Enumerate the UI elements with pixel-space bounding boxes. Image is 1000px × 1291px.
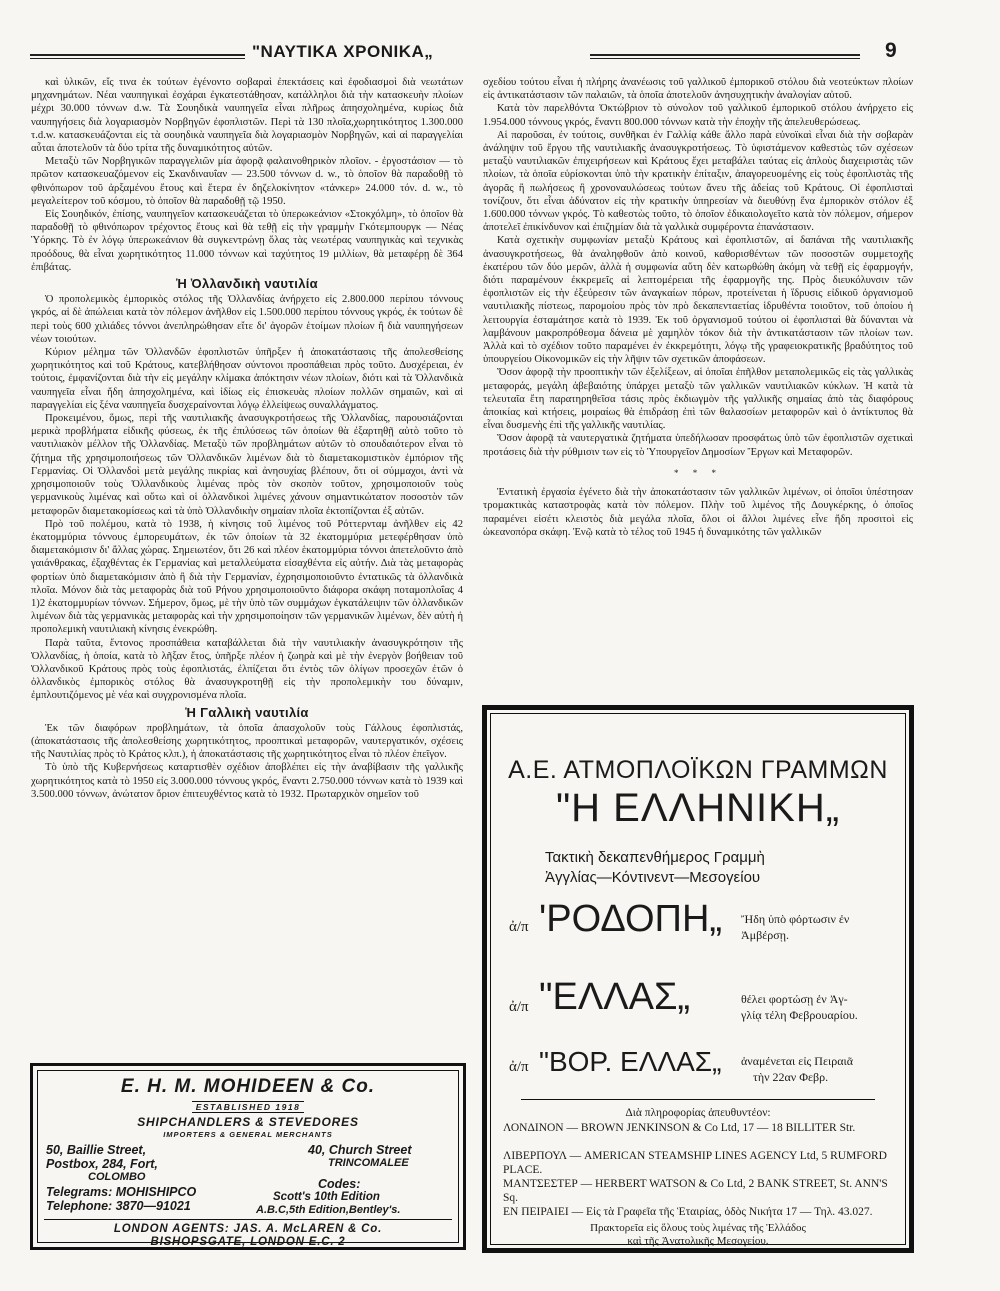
ad-inner-border [37,1070,459,1248]
ship-status-line2: τὴν 22αν Φεβρ. [753,1070,829,1084]
ad-route-line1: Τακτικὴ δεκαπενθήμερος Γραμμὴ [545,849,765,866]
paragraph: Κατὰ σχετικὴν συμφωνίαν μεταξὺ Κράτους καὶ ἐφοπλιστῶν, αἱ δαπάναι τῆς ναυτιλιακῆς ἀνασυγκροτήσεως, θὰ ἀναληφθοῦν ἀπὸ κοινοῦ, καθορισθέντων τῶν ποσοστῶν συμμετοχῆς ἑκατέρου τῶν δύο μερῶν, ἀλλὰ ἡ συμφωνία αὕτη δὲν κατωρθώθη ἀκόμη νὰ τεθῇ εἰς ἐφαρμογήν, διότι παραμένουν ἐκκρεμεῖς αἱ λεπτομέρειαι τῆς ἐφαρμογῆς της. Πρὸς διευκόλυνσιν τῶν ἐφοπλιστῶν εἰς τὴν ἐξεύρεσιν τῶν ἀναγκαίων πόρων, προτείνεται ἡ ἵδρυσις εἰδικοῦ ὀργανισμοῦ ναυτιλιακῆς πίστεως, παρομοίου πρὸς τὸν πρὸ δεκαπενταετίας ἱδρυθέντα τοιοῦτον, τοῦ ὁποίου ἡ λειτουργία ἐσταμάτησε κατὰ τὸ 1939. Ἐκ τοῦ ὀργανισμοῦ τούτου οἱ ἐφοπλισταὶ θὰ δύνανται νὰ λαμβάνουν μακροπρόθεσμα δάνεια μὲ χαμηλὸν τόκον διὰ τὴν ἀντικατάστασιν τῶν πλοίων των. Ἀλλὰ καὶ τὸ σχέδιον τοῦτο παραμένει ἐν ἐκκρεμότητι, λόγῳ τῆς γραφειοκρατικῆς βραδύτητος τοῦ ὑπουργείου Οἰκονομικῶν εἰς τὴν λῆψιν τῶν σχετικῶν ἀποφάσεων. [483,235,913,366]
ad-footer-line1: Πρακτορεῖα εἰς ὅλους τοὺς λιμένας τῆς Ἑλλάδος [590,1222,806,1234]
ad-agent-liverpool: ΛΙΒΕΡΠΟΥΛ — AMERICAN STEAMSHIP LINES AGENCY Ltd, 5 RUMFORD PLACE. [503,1150,887,1176]
paragraph: Παρὰ ταῦτα, ἔντονος προσπάθεια καταβάλλεται διὰ τὴν ναυτιλιακὴν ἀνασυγκρότησιν τῆς Ὀλλανδίας, ἡ ὁποία, κατὰ τὸ λῆξαν ἔτος, ὑπῆρξε πλέον ἡ ζωηρὰ καὶ μὲ τὴν ἐνεργὸν βοήθειαν τοῦ Ὀλλανδικοῦ Κράτους πρὸς τοὺς ἐφοπλιστάς, ἐλπίζεται ὅτι ἐντὸς τῶν ὀλίγων προσεχῶν ἐτῶν ὁ ὀλλανδικὸς ἐμπορικὸς στόλος θὰ ἀνασυγκροτηθῇ εἰς τὴν προπολεμικὴν του δύναμιν, ἐμπλουτιζόμενος μὲ νέα καὶ συγχρονισμένα πλοῖα. [31,637,463,702]
paragraph: Εἰς Σουηδικόν, ἐπίσης, ναυπηγεῖον κατασκευάζεται τὸ ὑπερωκεάνιον «Στοκχόλμη», τὸ ὁποῖον θὰ παραδοθῇ τὸ φθινόπωρον τρέχοντος ἔτους καὶ θὰ τεθῇ εἰς τὴν γραμμὴν Γκότεμπουργκ — Νέας Ὑόρκης. Τὸ ἐν λόγῳ ὑπερωκεάνιον θὰ συγκεντρώνῃ ὅλας τὰς νεωτέρας ναυπηγικὰς καὶ τεχνικὰς προόδους, θὰ εἶναι χωρητικότητος 11.000 τόννων καὶ ταχύτητος 19 μιλλίων, θὰ μεταφέρῃ δὲ 364 ἐπιβάτας. [31,209,463,273]
ad-route-line2: Ἀγγλίας—Κόντινεντ—Μεσογείου [545,869,761,886]
ad-company-heading: Α.Ε. ΑΤΜΟΠΛΟΪΚΩΝ ΓΡΑΜΜΩΝ [508,756,888,784]
section-separator: * * * [674,467,722,478]
ad-divider [44,1219,452,1220]
ad-code-abc: A.B.C,5th Edition,Bentley's. [256,1204,401,1216]
paragraph: Ὅσον ἀφορᾷ τὰ ναυτεργατικὰ ζητήματα ὑπεδήλωσαν προσφάτως ὑπὸ τῶν ἐφοπλιστῶν σχετικαὶ προτάσεις διὰ τὴν ρύθμισιν των εἰς τὸ Ὑπουργεῖον Δημοσίων Ἔργων καὶ Μεταφορῶν. [483,433,913,458]
ship-prefix: ἀ/π [509,1059,529,1075]
ad-agent-piraeus: ΕΝ ΠΕΙΡΑΙΕΙ — Εἰς τὰ Γραφεῖα τῆς Ἑταιρίας, ὁδὸς Νικήτα 17 — Τηλ. 43.027. [503,1206,873,1218]
ad-business-line: SHIPCHANDLERS & STEVEDORES [137,1115,359,1129]
paragraph: Ἐκ τῶν διαφόρων προβλημάτων, τὰ ὁποῖα ἀπασχολοῦν τοὺς Γάλλους ἐφοπλιστάς, (ἀποκατάστασις τῆς ἀπολεσθείσης χωρητικότητος, προοπτικαὶ μεταφορῶν, ναυτεργατικόν, σχέσεις τῆς Ναυτιλίας πρὸς τὸ Κράτος κλπ.), ἡ ἀποκατάστασις τῆς χωρητικότητος εἶναι τὸ πλέον ἐπεῖγον. [31,722,463,761]
ad-established [38,1102,458,1112]
ship-status-line2: γλίᾳ τέλη Φεβρουαρίου. [741,1008,858,1022]
advertisement-mohideen [30,1063,466,1250]
ad-london-address: BISHOPSGATE, LONDON E.C. 2 [150,1236,346,1248]
paragraph: Αἱ παροῦσαι, ἐν τούτοις, συνθῆκαι ἐν Γαλλίᾳ κάθε ἄλλο παρὰ εὐνοϊκαὶ εἶναι διὰ τὴν σοβαρὰν ἀνάληψιν τοῦ ἔργου τῆς ναυτιλιακῆς ἀνασυγκροτήσεως. Τὸ ὑφιστάμενον καθεστὼς τῶν σχέσεων μεταξὺ ναυτιλιακῶν ἐπιχειρήσεων καὶ Κράτους ἔχει μεταβάλει ταύτας εἰς ἁπλοὺς διαχειριστὰς τῶν πλοίων, τὰ ὁποῖα εὑρίσκονται ὑπὸ τὴν κρατικὴν ἐπίταξιν, ἀπαγορευομένης εἰς τοὺς ἐφοπλιστὰς τῆς ἀγορᾶς ἢ πωλήσεως ἢ χρονοναυλώσεως τούτων ἄνευ τῆς ἀδείας τοῦ Κράτους. Οἱ ἐφοπλισταὶ τονίζουν, ὅτι εἶναι ἀδύνατον εἰς τὴν κρατικὴν ὑπηρεσίαν νὰ διευθύνῃ ἕνα ἐμπορικὸν στόλον ἐξ 1.600.000 τόννων γκρός. Τὸ καθεστὼς τοῦτο, τὸ ὁποῖον ἐδικαιολογεῖτο κατὰ τὸν πόλεμον, σήμερον ἀποτελεῖ ἐπικίνδυνον καὶ ἐπιζημίαν διὰ τὰ γαλλικὰ συμφέροντα ἐπανάστασιν. [483,129,913,234]
ad-agent-manchester: ΜΑΝΤΣΕΣΤΕΡ — HERBERT WATSON & Co Ltd, 2 BANK STREET, St. ANN'S Sq. [503,1178,888,1204]
ad-established-text: ESTABLISHED 1918 [192,1101,305,1113]
ad-address-trinco-2: TRINCOMALEE [328,1157,409,1169]
ad-codes-label: Codes: [318,1177,361,1191]
ad-london-agents: LONDON AGENTS: JAS. A. McLAREN & Co. [113,1223,383,1235]
ad-business-sub: IMPORTERS & GENERAL MERCHANTS [163,1130,333,1139]
ad-address-colombo-1: 50, Baillie Street, [46,1143,147,1157]
section-heading-dutch: Ἡ Ὀλλανδικὴ ναυτιλία [176,276,318,292]
article-column-right [483,76,913,539]
ad-agent-london: ΛΟΝΔΙΝΟΝ — BROWN JENKINSON & Co Ltd, 17 — 18 BILLITER Str. [503,1122,856,1134]
page-header [30,39,925,66]
ad-company-name: E. H. M. MOHIDEEN & Co. [120,1076,376,1097]
paragraph: Τὸ ὑπὸ τῆς Κυβερνήσεως καταρτισθὲν σχέδιον ἀποβλέπει εἰς τὴν ἀναβίβασιν τῆς γαλλικῆς χωρητικότητος κατὰ τὸ 1950 εἰς 3.000.000 τόννους γκρός, ἔναντι 2.750.000 τόννων κατὰ τὸ 1939 καὶ 3.500.000 τόννων, ἀνώτατον ὅριον ἐπιτευχθέντος κατὰ τὸ 1932. Πρωταρχικὸν σημεῖον τοῦ [31,762,463,800]
ad-telephone: Telephone: 3870—91021 [46,1199,191,1213]
page-number: 9 [885,39,897,62]
ship-status-line1: θέλει φορτώσῃ ἐν Ἀγ- [741,992,848,1006]
ship-name-rodopi: 'ΡΟΔΟΠΗ„ [539,898,723,940]
paragraph: καὶ ὑλικῶν, εἴς τινα ἐκ τούτων ἐγένοντο σοβαραὶ ἐπεκτάσεις καὶ ἐφοδιασμοὶ διὰ νεωτάτων μηχανημάτων. Νέαι ναυπηγικαὶ ἐσχάραι ἐγκατεστάθησαν, κατάλληλοι διὰ τὴν κατασκευὴν πλοίων μέχρι 30.000 τόννων d.w. Τὰ Σουηδικὰ ναυπηγεῖα εἶναι πλῆρως ἀπησχολημένα, κυρίως διὰ ναυπηγήσεις διὰ λογαριασμὸν Νορβηγῶν ἐφοπλιστῶν. Περὶ τὰ 130 πλοῖα,χωρητικότητος 1.300.000 τ.d.w. κατασκευάζονται εἰς τὰ σουηδικὰ ναυπηγεῖα διὰ λογαριασμὸν Νορβηγῶν, καὶ αἱ παραγγελίαι αὗται ἀποτελοῦν τὰ δύο τρίτα τῆς δυναμικότητος αὐτῶν. [31,77,463,155]
ad-footer-line2: καὶ τῆς Ἀνατολικῆς Μεσογείου. [627,1235,769,1247]
ad-divider [521,1099,875,1100]
paragraph: Κατὰ τὸν παρελθόντα Ὀκτώβριον τὸ σύνολον τοῦ γαλλικοῦ ἐμπορικοῦ στόλου ἀνήρχετο εἰς 1.954.000 τόννους γκρός, ἔναντι 800.000 τόννων κατὰ τὴν ἐποχὴν τῆς ἀπελευθερώσεως. [483,103,913,128]
paragraph: Προκειμένου, ὅμως, περὶ τῆς ναυτιλιακῆς ἀνασυγκροτήσεως τῆς Ὀλλανδίας, παρουσιάζονται μερικὰ προβλήματα εἰδικῆς φύσεως, ἐκ τῆς ἐπιλύσεως τῶν ὁποίων θὰ ἐξαρτηθῇ αὐτὸ τοῦτο τὸ ναυτιλιακὸν μέλλον τῆς Ὀλλανδίας. Μεταξὺ τῶν προβλημάτων αὐτῶν τὸ σπουδαιότερον εἶναι τὸ ζήτημα τῆς χρησιμοποιήσεως τῶν Ὀλλανδικῶν λιμένων διὰ τὸ διαμετακομιστικὸν ἐμπόριον τῆς Γερμανίας. Οἱ Ὀλλανδοὶ μετὰ μεγάλης πικρίας καὶ ἀνησυχίας βλέπουν, ὅτι οἱ σύμμαχοι, ἀντὶ νὰ χρησιμοποιοῦν τοὺς Ὀλλανδικοὺς λιμένας πρὸς τὸν σκοπὸν τοῦτον, χρησιμοποιοῦν τοὺς γερμανικοὺς λιμένας καὶ οὕτω καὶ οἱ ὀλλανδικοὶ λιμένες χάνουν σημαντικώτατον ποσοστὸν τῶν μεταφορῶν διαμετακομίσεως καὶ τὰ ὑπὸ Ὀλλανδικὴν σημαίαν πλοῖα ἐκτοπίζονται ἐξ αὐτῶν. [31,413,463,517]
ship-status-line1: Ἤδη ὑπὸ φόρτωσιν ἐν [741,912,850,926]
ad-info-title: Διὰ πληροφορίας ἀπευθυντέον: [625,1107,771,1119]
paragraph: Μεταξὺ τῶν Νορβηγικῶν παραγγελιῶν μία ἀφορᾷ φαλαινοθηρικὸν πλοῖον. - ἐργοστάσιον — τὸ πρῶτον κατασκευαζόμενον εἰς Σκανδιναυΐαν — 23.500 τόννων d. w., τὸ ὁποῖον θὰ παραδοθῇ τὸ φθινόπωρον τοῦ ἀρξαμένου ἔτους καὶ ἕτερα ἐν δηζελοκίνητον «τάνκερ» 24.000 τόν. d. w., τὸ μεγαλείτερον τοῦ κόσμου, τὸ ὁποῖον θὰ παραδοθῇ τῷ 1950. [31,156,463,207]
ad-address-trinco-1: 40, Church Street [308,1143,412,1157]
article-column-left [31,76,463,801]
ad-address-colombo-2: Postbox, 284, Fort, [46,1157,158,1171]
ship-prefix: ἀ/π [509,919,529,935]
header-rule-left [30,54,245,59]
ad-code-scott: Scott's 10th Edition [273,1191,380,1203]
ship-prefix: ἀ/π [509,999,529,1015]
paragraph: Πρὸ τοῦ πολέμου, κατὰ τὸ 1938, ἡ κίνησις τοῦ λιμένος τοῦ Ρόττερνταμ ἀνῆλθεν εἰς 42 ἑκατομμύρια τόννους ἐμπορευμάτων, ἐκ τῶν ὁποίων τὰ 32 ἑκατομμύρια μετεφέρθησαν ὑπὸ διαμετακόμισιν δι' ἄλλας χώρας. Σημειωτέον, ὅτι 26 καὶ πλέον ἑκατομμύρια τόννοι ἀπετελοῦντο ἀπὸ γαιάνθρακας, ἐξαχθέντας ἐκ Γερμανίας καὶ μεταλλεύματα εἰσαχθέντα εἰς αὐτήν. Διὰ τὰς μεταφορὰς φορτίων ὑπὸ διαμετακόμισιν ἀπὸ ἢ διὰ τὴν Γερμανίαν, ἐχρησιμοποιοῦντο ἐντατικῶς τὰ ὀλλανδικὰ πλοῖα. Μόνον διὰ τὰς μεταφορὰς διὰ τοῦ Ρήνου χρησιμοποιοῦντο διάφορα σκάφη ποταμοπλοΐας 4 1)2 ἑκατομμυρίων τόννων. Σήμερον, ὅμως, μὲ τὴν ὑπὸ τῶν συμμάχων ἐγκατάλειψιν τῶν ὀλλανδικῶν λιμένων διὰ τὰς γερμανικὰς μεταφορὰς καὶ τὴν χρησιμοποίησιν τῶν γερμανικῶν λιμένων, δὲν αὐτὴ ἡ προπολεμικὴ ναυτιλιακὴ κίνησις ἐνεκρώθη. [31,518,463,636]
ship-status-line2: Ἀμβέρσῃ. [741,928,789,942]
ship-name-vor-ellas: "ΒΟΡ. ΕΛΛΑΣ„ [539,1046,722,1077]
advertisement-hellenic-lines [482,705,914,1253]
magazine-title: "ΝΑΥΤΙΚΑ ΧΡΟΝΙΚΑ„ [252,42,434,61]
ad-address-colombo-3: COLOMBO [88,1171,146,1183]
paragraph: Ὅσον ἀφορᾷ τὴν προοπτικὴν τῶν ἐξελίξεων, αἱ ὁποῖαι ἐπῆλθον μεταπολεμικῶς εἰς τὰς γαλλικὰς μεταφοράς, μεγάλη ἀβεβαιότης ὑπάρχει μεταξὺ τῶν γαλλικῶν ναυτιλιακῶν κύκλων. Ἡ κατὰ τὰ τελευταῖα ἔτη παρατηρηθεῖσα τάσις πρὸς ἐκδιωγμὸν τῆς γαλλικῆς σημαίας ἀπὸ τὰς διαφόρους ἀποικίας καὶ κτήσεις, μοιραίως θὰ ἐπιδράσῃ ἐπὶ τῶν θαλασσίων μεταφορῶν καὶ ὁ ἀντίκτυπος θὰ εἶναι δυσμενὴς ἐπὶ τῆς γαλλικῆς ναυτιλίας. [483,367,913,432]
ad-inner-border [490,713,906,1245]
ad-line-name: "Η ΕΛΛΗΝΙΚΗ„ [555,786,841,830]
paragraph: Ὁ προπολεμικὸς ἐμπορικὸς στόλος τῆς Ὀλλανδίας ἀνήρχετο εἰς 2.800.000 περίπου τόννους γκρός, αἱ δὲ ἀπώλειαι κατὰ τὸν πόλεμον ἀνῆλθον εἰς 1.500.000 περίπου τόννους γκρός, ἐκ τούτων δὲ περὶ τοὺς 600 χιλιάδες τόννοι ἀνεπληρώθησαν εἴτε δι' ἀγορῶν ἑτοίμων πλοίων ἢ διὰ ναυπηγήσεων νέων τοιούτων. [31,294,463,345]
ship-name-ellas: "ΕΛΛΑΣ„ [539,976,691,1018]
paragraph: Ἐντατικὴ ἐργασία ἐγένετο διὰ τὴν ἀποκατάστασιν τῶν γαλλικῶν λιμένων, οἱ ὁποῖοι ὑπέστησαν τρομακτικὰς καταστροφὰς κατὰ τὸν πόλεμον. Πλὴν τοῦ λιμένος τῆς Δουγκέρκης, ὁ ὁποῖος παραμένει εἰσέτι κλειστὸς διὰ μεγάλα πλοῖα, ὅλοι οἱ ἄλλοι λιμένες εἶνε ἤδη προσιτοὶ εἰς ὠκεανοπόρα σκάφη. Ἐνῷ κατὰ τὸ τέλος τοῦ 1945 ἡ δυναμικότης τῶν γαλλικῶν [483,487,913,538]
paragraph: σχεδίου τούτου εἶναι ἡ πλήρης ἀνανέωσις τοῦ γαλλικοῦ ἐμπορικοῦ στόλου διὰ νεοτεύκτων πλοίων εἰς ἀντικατάστασιν τῶν παλαιῶν, τὰ ὁποῖα ἀποτελοῦν ἀνησυχητικὴν ἀναλογίαν αὐτοῦ. [483,77,913,102]
ship-status-line1: ἀναμένεται εἰς Πειραιᾶ [741,1054,854,1068]
section-heading-french: Ἡ Γαλλικὴ ναυτιλία [185,704,309,720]
ad-telegrams: Telegrams: MOHISHIPCO [46,1185,197,1199]
header-rule-right [590,54,860,59]
paragraph: Κύριον μέλημα τῶν Ὀλλανδῶν ἐφοπλιστῶν ὑπῆρξεν ἡ ἀποκατάστασις τῆς ἀπολεσθείσης χωρητικότητος καὶ τοῦ Κράτους, κατεβλήθησαν σύντονοι προσπάθειαι πρὸς τοῦτο. Δυσχέρειαι, ἐν τούτοις, ἐμφανίζονται διὰ τὴν εἰς μεγάλην κλίμακα ἀπόκτησιν νέων πλοίων, διότι καὶ τὰ Ὀλλανδικὰ ναυπηγεῖα εἶναι ἤδη ἀπησχολημένα, καὶ ἰδίως εἰς ἐπισκευὰς πλοίων πολλῶν σημαιῶν, καὶ αἱ παραγγελίαι εἰς ξένα ναυπηγεῖα δυσχεραίνονται λόγῳ ἐλλείψεως συναλλάγματος. [31,347,463,411]
